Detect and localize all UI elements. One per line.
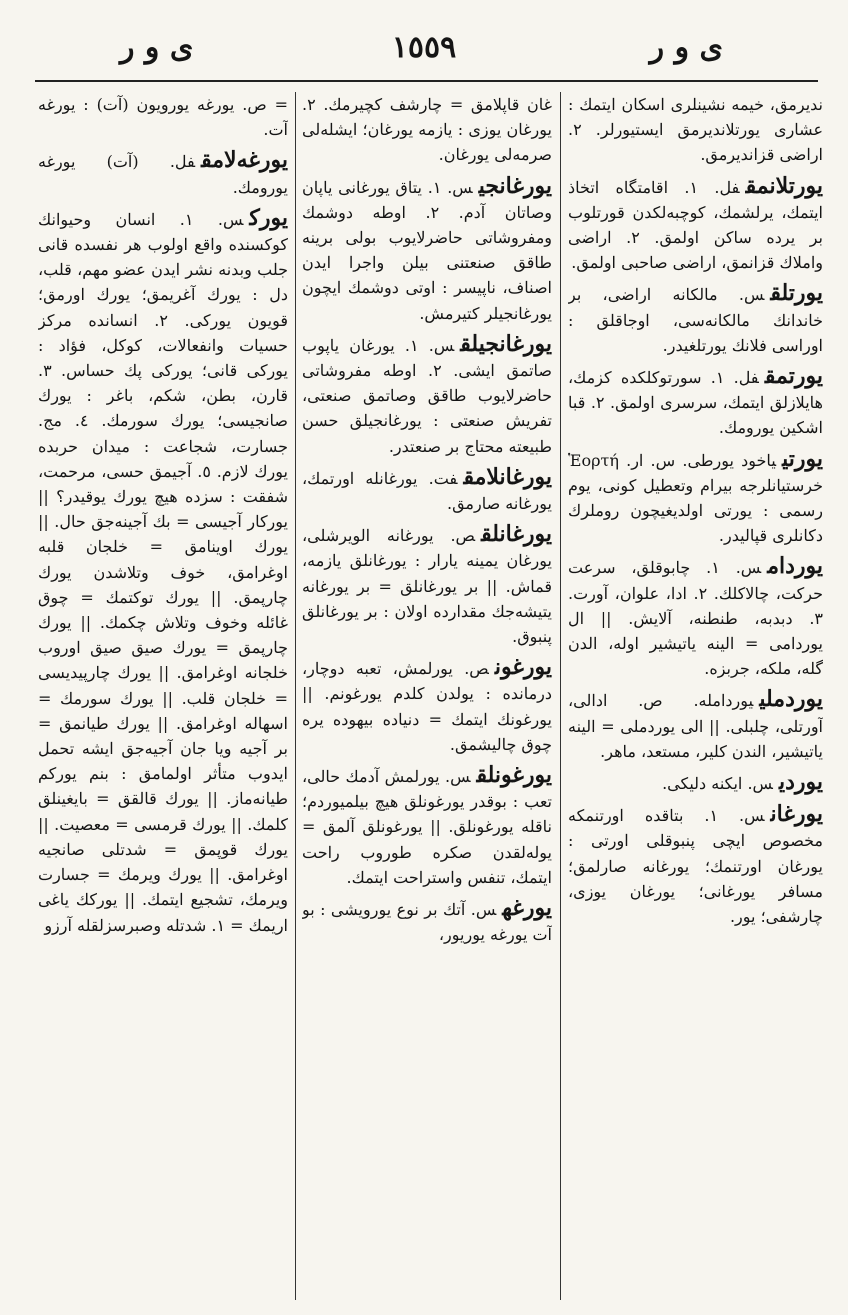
dictionary-entry (568, 174, 823, 276)
dictionary-entry (38, 92, 288, 142)
entry-definition: س. ١. چابوقلق، سرعت حرکت، چالاکلك. ٢. ادا، علوان، آورت. ٣. دبدبه، طنطنه، آلایش. || ال یوردامی = الینه یاتیشیر اوله، الدن گله، ملکه، جربزه. (568, 558, 823, 679)
entry-headword: یورغه‌لامق (201, 147, 288, 174)
entry-headword: یورغانجی (478, 172, 552, 199)
dictionary-entry (302, 896, 552, 947)
entry-definition: فل. ١. اقامتگاه اتخاذ ایتمك، یرلشمك، کوچبه‌لکدن قورتلوب بر یرده ساکن اولمق. ٢. اراضی واملاك قزانمق، اراضی صاحبی اولمق. (568, 177, 823, 273)
entry-headword: یورغه (502, 895, 552, 922)
entry-headword: یورغون (494, 654, 552, 681)
dictionary-entry (302, 174, 552, 326)
entry-definition: س. آتك بر نوع یورویشی : بو آت یورغه یوریور، (302, 900, 552, 945)
header-right-letters: ی و ر (649, 30, 723, 65)
dictionary-entry (302, 332, 552, 459)
column-divider-left (295, 92, 296, 1300)
dictionary-entry (568, 364, 823, 441)
entry-headword: یوردام (767, 553, 823, 580)
dictionary-entry (302, 655, 552, 757)
entry-definition: = ص. یورغه یورویون (آت) : یورغه آت. (38, 95, 288, 140)
dictionary-entry (38, 206, 288, 938)
dictionary-entry (302, 92, 552, 168)
entry-headword: یورك (249, 204, 288, 231)
entry-headword: یورتمق (764, 363, 823, 390)
entry-definition: فل. (آت) یورغه یورومك. (38, 152, 288, 197)
entry-definition: غان قاپلامق = چارشف کچیرمك. ٢. یورغان یوزی : یازمه یورغان؛ ایشله‌لی صرمه‌لی یورغان. (302, 95, 552, 165)
entry-definition: س. ١. یورغان یاپوب صاتمق ایشی. ٢. اوطه مفروشاتی حاضرلایوب طاقق وصاتمق صنعتی، تفریش صنعتی : یورغانجیلق حسن طبیعته محتاج بر صنعتدر. (302, 335, 552, 456)
entry-definition: س. ایکنه دلیکی. (662, 774, 773, 794)
column-middle (302, 92, 552, 1303)
dictionary-entry (568, 447, 823, 549)
entry-definition: یوردامله. ص. ادالی، آورتلی، چلبلی. || الی یوردملی = الینه یاتیشیر، الندن کلیر، مستعد، ماهر. (568, 691, 823, 761)
header-rule (35, 80, 818, 82)
entry-definition: فل. ١. سورتوکلکده کزمك، هایلازلق ایتمك، سرسری اولمق. ٢. قبا اشکین یورومك. (568, 368, 823, 438)
page-number: ١٥٥٩ (391, 30, 457, 65)
dictionary-entry (302, 763, 552, 890)
entry-headword: یورغونلق (476, 762, 552, 789)
entry-headword: یورغان (770, 801, 823, 828)
dictionary-entry (568, 687, 823, 764)
entry-headword: یورغانجیلق (460, 330, 552, 357)
dictionary-entry (568, 92, 823, 168)
entry-definition: ص. یورلمش، تعبه دوچار، درمانده : یولدن کلدم یورغونم. || یورغونك ایتمك = دنیاده بیهوده یره چوق چالیشمق. (302, 659, 552, 754)
dictionary-entry (568, 554, 823, 681)
dictionary-entry (568, 802, 823, 929)
dictionary-entry (568, 281, 823, 358)
entry-definition: س. ١. بتاقده اورتنمکه مخصوص ایچی پنبوقلی اورتی : یورغان اورتنمك؛ یورغانه صارلمق؛ مسافر یورغانی؛ یورغان یوزی، چارشفی؛ یور. (568, 806, 823, 927)
entry-definition: فت. یورغانله اورتمك، یورغانه صارمق. (302, 468, 552, 514)
column-left (38, 92, 288, 1303)
header-left-letters: ی و ر (120, 30, 194, 65)
entry-headword: یورغانلامق (463, 463, 552, 490)
entry-definition: ص. یورغانه الویرشلی، یورغان یمینه یارار : یورغانلق یازمه، قماش. || بر یورغانلق = بر یورغانه یتیشه‌جك مقدارده اولان : بر یورغانلق پنبوق. (302, 526, 552, 647)
entry-definition: ندیرمق، خیمه نشینلری اسکان ایتمك : عشاری یورتلاندیرمق ایستیورلر. ٢. اراضی قزاندیرمق. (568, 95, 823, 165)
entry-definition: س. یورلمش آدمك حالی، تعب : بوقدر یورغونلق هیچ بیلمیوردم؛ ناقله یورغونلق. || یورغونلق آلمق = یوله‌لقدن صکره طوروب راحت ایتمك، تنفس واستراحت ایتمك. (302, 767, 552, 887)
entry-headword: یورتلق (770, 280, 823, 307)
column-right (568, 92, 823, 1303)
entry-headword: یورتلانمق (745, 172, 823, 199)
entry-definition: یاخود یورطی. س. ار. Ἑορτή خرستیانلرجه بیرام وتعطیل کونی، یوم رسمی : یورتی اولدیغیچون روملرك دکانلری قپالیدر. (568, 450, 823, 546)
column-divider-right (560, 92, 561, 1300)
entry-headword: یوردملی (759, 686, 823, 713)
entry-definition: س. مالکانه اراضی، بر خاندانك مالکانه‌سی، اوجاقلق : اوراسی فلانك یورتلغیدر. (568, 285, 823, 355)
entry-definition: س. ١. انسان وحیوانك کوکسنده واقع اولوب هر نفسده قانی جلب وبدنه نشر ایدن عضو مهم، قلب، دل : یورك آغریمق؛ یورك اورمق؛ قویون یورکی. ٢. انسانده مرکز حسیات وانفعالات، کوکل، فؤاد : یورکی قانی؛ یورکی پك حساس. ٣. قارن، بطن، شکم، باغر : یورك صانجیسی؛ یورك سورمك. ٤. مج. جسارت، شجاعت : میدان حربده یورك لازم. ٥. آجیمق حسی، مرحمت، شفقت : سزده هیچ یورك یوقیدر؟ || یورکار آجیسی = بك آجینه‌جق حال. || یورك اوینامق = خلجان قلبه اوغرامق، خوف وتلاشدن یورك چارپمق. || یورك توکتمك = چوق غائله وخوف وتلاش چکمك. || یورك چارپمق = یورك صیق صیق اوروب خلجانه اوغرامق. || یورك چارپیدیسی = خلجان قلب. || یورك سورمك = اسهاله اوغرامق. || یورك طیانمق = بر آجیه ویا جان آجیه‌جق ایشه تحمل ایدوب متأثر اولمامق : بنم یورکم طیانه‌ماز. || یورك قالقق = بایغینلق کلمك. || یورك قرمسی = معصیت. || یورك قوپمق = شدتلی صانجیه اوغرامق. || یورك ویرمك = جسارت ویرمك، تشجیع ایتمك. || یورکك یاغی اریمك = ١. شدتله وصبرسزلقله آرزو (38, 209, 288, 935)
entry-headword: یورتی (782, 445, 823, 472)
entry-definition: س. ١. یتاق یورغانی یاپان وصاتان آدم. ٢. اوطه دوشمك ومفروشاتی حاضرلایوب بولی برینه طاقق صنعتنی بیلن واجرا ایدن اصناف، ناپیسر : اوتی دوشمك ایچون یورغانجیلر کتیرمش. (302, 177, 552, 323)
entry-headword: یورغانلق (481, 521, 552, 548)
dictionary-entry (568, 770, 823, 796)
dictionary-entry (38, 148, 288, 199)
page-header (30, 22, 818, 82)
dictionary-entry (302, 522, 552, 649)
entry-headword: یوردی (778, 769, 823, 796)
dictionary-entry (302, 465, 552, 516)
